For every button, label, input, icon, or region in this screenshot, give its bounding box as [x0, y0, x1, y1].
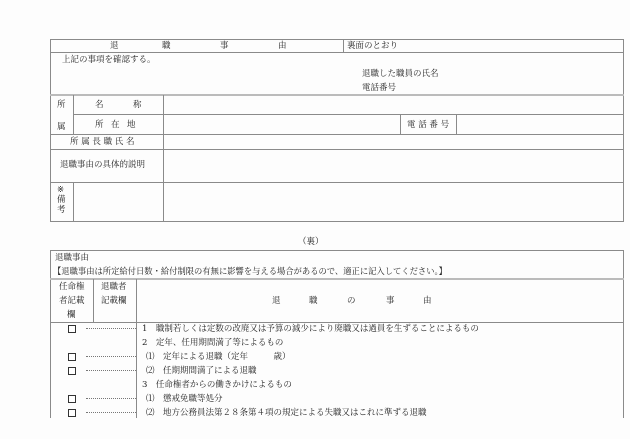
retiree-phone-field[interactable]: [410, 81, 610, 93]
col-retiree-2: 記載欄: [101, 296, 127, 306]
affiliation-address-field[interactable]: [165, 115, 399, 133]
reason-value: 裏面のとおり: [347, 41, 399, 51]
address-label-a: 所: [95, 120, 104, 130]
appointer-checkbox-1[interactable]: [68, 325, 76, 333]
remarks-label-mark: ※: [57, 185, 65, 195]
appointer-checkbox-3-2[interactable]: [68, 409, 76, 417]
explanation-field[interactable]: [165, 150, 621, 181]
address-label-b: 在: [111, 120, 120, 130]
retirement-age-field[interactable]: [242, 350, 266, 362]
reason-item-3: 3 任命権者からの働きかけによるもの: [142, 380, 292, 390]
col-reason-a: 退: [272, 296, 281, 306]
appointer-checkbox-2-1[interactable]: [68, 353, 76, 361]
affiliation-name-field[interactable]: [165, 96, 621, 113]
notice-text: 【退職事由は所定給付日数・給付制限の有無に影響を与える場合があるので、適正に記入してください。】: [53, 266, 447, 276]
section-title: 退職事由: [55, 253, 90, 263]
col-appointer-2: 者記載: [59, 296, 85, 306]
col-appointer-1: 任命権: [59, 282, 85, 292]
confirm-text: 上記の事項を確認する。: [62, 55, 156, 65]
appointer-checkbox-2-2[interactable]: [68, 367, 76, 375]
reason-item-1: 1 職制若しくは定数の改廃又は予算の減少により廃職又は過員を生ずることによるもの: [142, 324, 479, 334]
appointer-checkbox-3-1[interactable]: [68, 395, 76, 403]
retiree-phone-label: 電話番号: [362, 83, 397, 93]
remarks-field[interactable]: [75, 184, 621, 220]
col-reason-c: の: [347, 296, 356, 306]
reason-item-2: 2 定年、任用期間満了等によるもの: [142, 338, 284, 348]
remarks-label-1: 備: [57, 195, 66, 205]
head-name-label: 所 属 長 職 氏 名: [70, 137, 135, 147]
col-appointer-3: 欄: [67, 310, 76, 320]
col-reason-d: 事: [386, 296, 395, 306]
name-label-a: 名: [95, 100, 104, 110]
back-page-title: （裏）: [298, 237, 324, 247]
reason-item-3-2: ⑵ 地方公務員法第２８条第４項の規定による失職又はこれに準ずる退職: [146, 408, 427, 418]
affiliation-label-2: 属: [57, 122, 66, 132]
affiliation-label-1: 所: [57, 100, 66, 110]
reason-item-2-1: ⑴ 定年による退職（定年 歳）: [146, 352, 291, 362]
retiree-name-label: 退職した職員の氏名: [362, 69, 439, 79]
reason-header-char-1: 退: [110, 41, 119, 51]
affiliation-phone-field[interactable]: [458, 115, 621, 133]
affiliation-phone-label: 電 話 番 号: [407, 120, 450, 130]
explanation-label: 退職事由の具体的説明: [60, 160, 146, 170]
reason-item-3-1: ⑴ 懲戒免職等処分: [146, 394, 223, 404]
reason-header-char-3: 事: [220, 41, 229, 51]
retiree-name-field[interactable]: [440, 67, 620, 79]
col-reason-b: 職: [309, 296, 318, 306]
col-retiree-1: 退職者: [101, 282, 127, 292]
reason-item-2-2: ⑵ 任期期間満了による退職: [146, 366, 257, 376]
name-label-b: 称: [133, 100, 142, 110]
address-label-c: 地: [127, 120, 136, 130]
remarks-label-2: 考: [57, 205, 66, 215]
col-reason-e: 由: [423, 296, 432, 306]
head-name-field[interactable]: [165, 135, 621, 148]
reason-header-char-2: 職: [162, 41, 171, 51]
reason-header-char-4: 由: [278, 41, 287, 51]
